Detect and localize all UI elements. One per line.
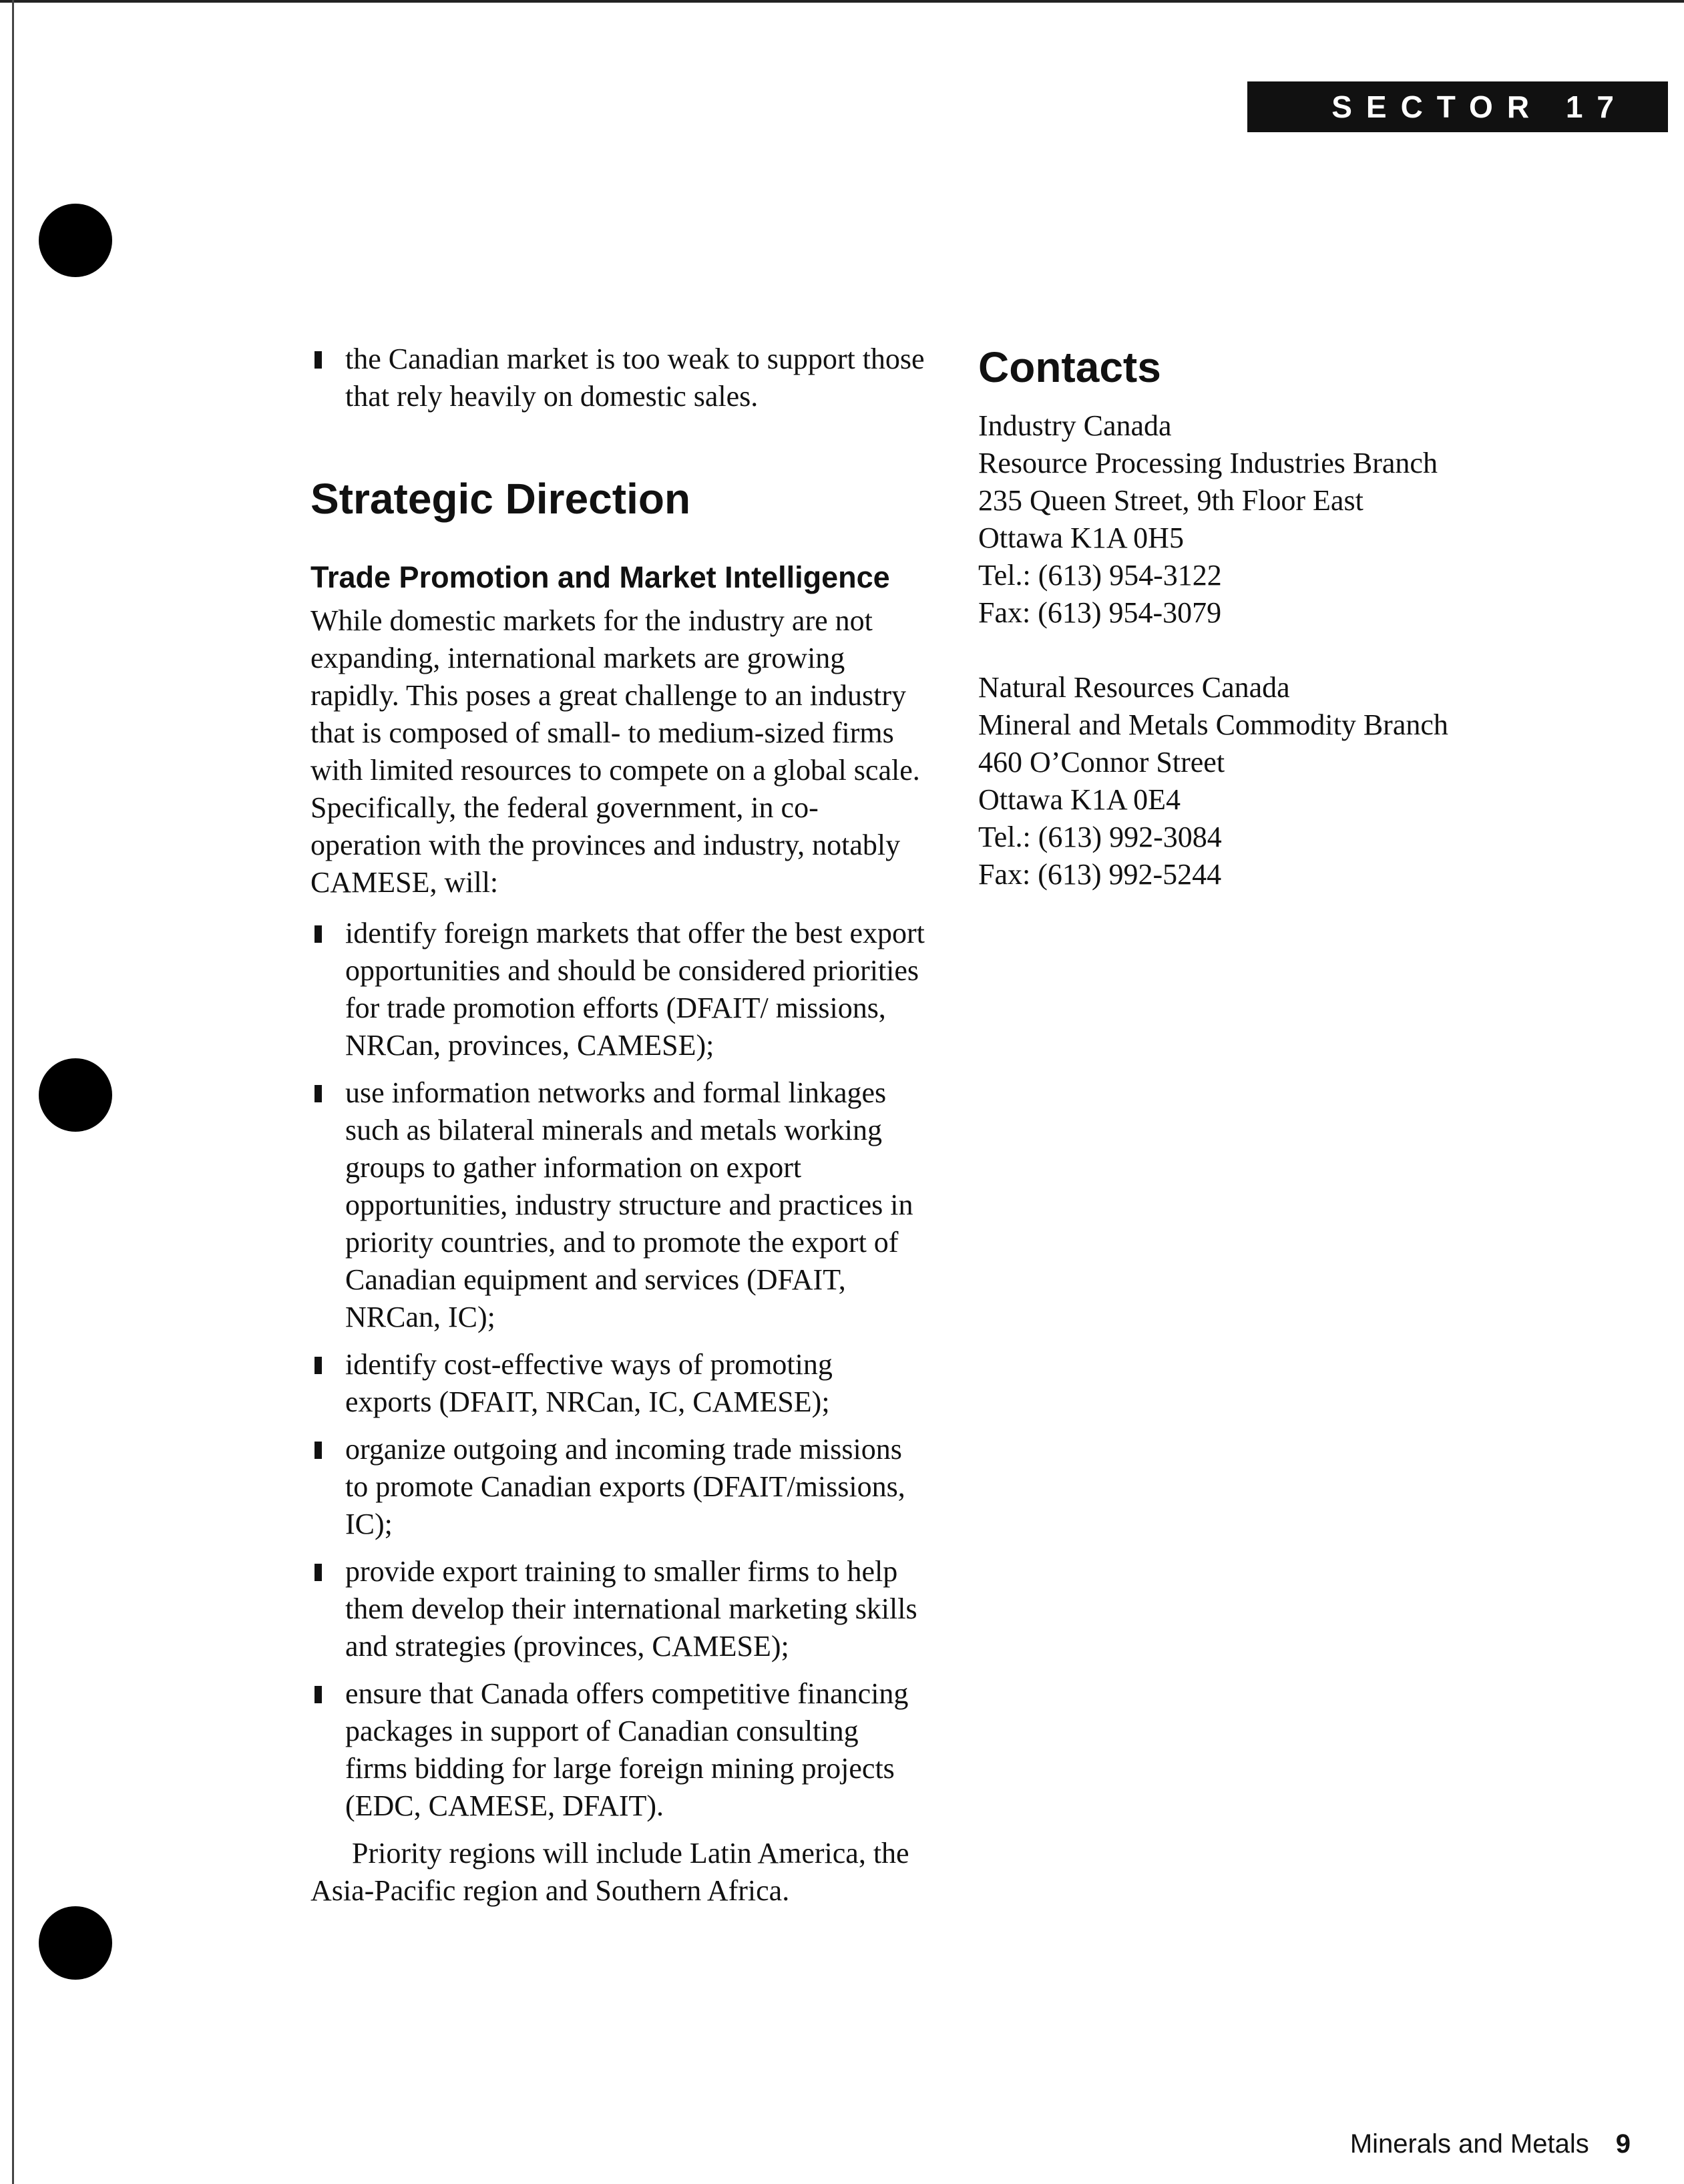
bullet-icon bbox=[314, 1357, 322, 1374]
contact-branch: Resource Processing Industries Branch bbox=[978, 447, 1438, 479]
contact-tel: Tel.: (613) 992-3084 bbox=[978, 821, 1222, 853]
bullet-icon bbox=[314, 1442, 322, 1459]
bullet-icon bbox=[314, 925, 322, 943]
closing-paragraph: Priority regions will include Latin America, the Asia-Pacific region and Southern Africa. bbox=[310, 1837, 909, 1907]
contact-fax: Fax: (613) 954-3079 bbox=[978, 596, 1222, 629]
contact-city: Ottawa K1A 0H5 bbox=[978, 521, 1184, 554]
right-column bbox=[978, 341, 1579, 893]
contact-street: 460 O’Connor Street bbox=[978, 746, 1225, 779]
contact-industry-canada bbox=[978, 407, 1579, 632]
sector-badge: SECTOR 17 bbox=[1247, 81, 1668, 132]
intro-list bbox=[310, 341, 925, 415]
list-item: ensure that Canada offers competitive financing packages in support of Canadian consulting firms bidding for large foreign mining projects (EDC, CAMESE, DFAIT). bbox=[310, 1675, 925, 1825]
page-number: 9 bbox=[1615, 2129, 1631, 2159]
list-item: provide export training to smaller firms to help them develop their international marketing skills and strategies (provinces, CAMESE); bbox=[310, 1553, 925, 1665]
contact-tel: Tel.: (613) 954-3122 bbox=[978, 559, 1222, 592]
punch-hole bbox=[39, 1058, 112, 1132]
running-title: Minerals and Metals bbox=[1349, 2129, 1589, 2159]
top-rule bbox=[0, 0, 1684, 3]
list-item: the Canadian market is too weak to support those that rely heavily on domestic sales. bbox=[310, 341, 925, 415]
binding-rule bbox=[12, 0, 14, 2184]
bullet-icon bbox=[314, 1085, 322, 1102]
list-item: identify foreign markets that offer the best export opportunities and should be considered priorities for trade promotion efforts (DFAIT/ missions, NRCan, provinces, CAMESE); bbox=[310, 915, 925, 1064]
contact-org: Natural Resources Canada bbox=[978, 671, 1290, 704]
contact-org: Industry Canada bbox=[978, 409, 1172, 442]
bullet-icon bbox=[314, 1686, 322, 1703]
contact-branch: Mineral and Metals Commodity Branch bbox=[978, 708, 1448, 741]
contact-spacer bbox=[978, 632, 1579, 669]
punch-hole bbox=[39, 204, 112, 277]
list-item: identify cost-effective ways of promoting exports (DFAIT, NRCan, IC, CAMESE); bbox=[310, 1346, 925, 1421]
punch-hole bbox=[39, 1906, 112, 1980]
contact-city: Ottawa K1A 0E4 bbox=[978, 783, 1181, 816]
contact-street: 235 Queen Street, 9th Floor East bbox=[978, 484, 1363, 517]
contact-nrcan bbox=[978, 669, 1579, 893]
contacts-title: Contacts bbox=[978, 343, 1161, 391]
bullet-icon bbox=[314, 351, 322, 369]
section-title: Strategic Direction bbox=[310, 475, 691, 523]
subsection-title: Trade Promotion and Market Intelligence bbox=[310, 560, 890, 594]
contact-fax: Fax: (613) 992-5244 bbox=[978, 858, 1222, 891]
body-paragraph: While domestic markets for the industry are not expanding, international markets are growing rapidly. This poses a great challenge to an industry that is composed of small- to medium-sized firms with limited resources to compete on a global scale. Specifically, the federal government, in co-operation with the provinces and industry, notably CAMESE, will: bbox=[310, 604, 920, 899]
action-list bbox=[310, 915, 925, 1825]
left-column bbox=[310, 341, 925, 1910]
list-item: organize outgoing and incoming trade missions to promote Canadian exports (DFAIT/missions, IC); bbox=[310, 1431, 925, 1543]
bullet-icon bbox=[314, 1564, 322, 1581]
list-item: use information networks and formal linkages such as bilateral minerals and metals working groups to gather information on export opportunities, industry structure and practices in priority countries, and to promote the export of Canadian equipment and services (DFAIT, NRCan, IC); bbox=[310, 1074, 925, 1336]
page-footer bbox=[1350, 2127, 1631, 2161]
